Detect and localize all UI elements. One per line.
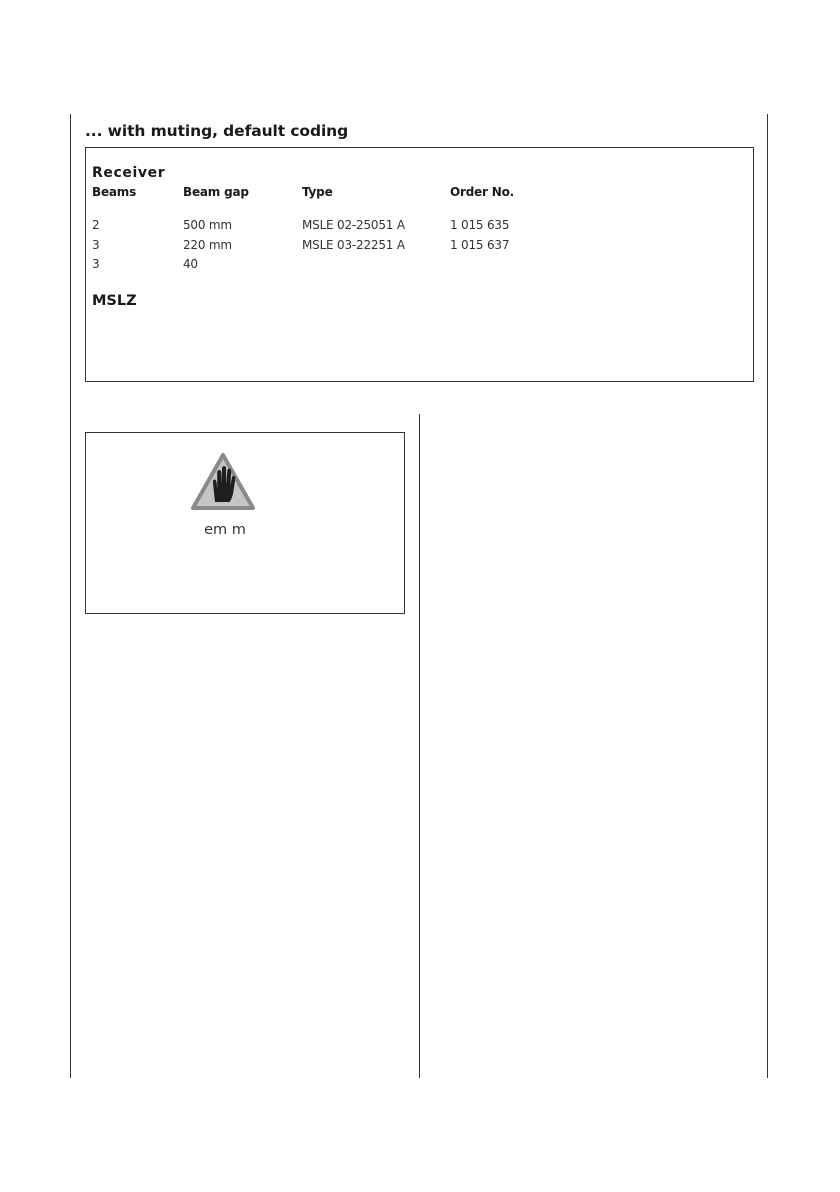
receiver-title: Receiver xyxy=(92,165,166,181)
table-cell-beams: 3 xyxy=(92,257,100,271)
mslz-subheading: MSLZ xyxy=(92,293,137,309)
column-header-order-no: Order No. xyxy=(450,185,514,199)
table-cell-order-no: 1 015 635 xyxy=(450,218,510,232)
table-cell-beam-gap: 500 mm xyxy=(183,218,232,232)
table-cell-order-no: 1 015 637 xyxy=(450,238,510,252)
warning-box xyxy=(85,432,405,614)
table-cell-type: MSLE 03-22251 A xyxy=(302,238,405,252)
receiver-order-table xyxy=(85,147,754,382)
table-cell-beam-gap: 40 xyxy=(183,257,198,271)
table-cell-beams: 3 xyxy=(92,238,100,252)
column-header-type: Type xyxy=(302,185,333,199)
table-cell-beam-gap: 220 mm xyxy=(183,238,232,252)
column-divider-rule xyxy=(419,414,420,1078)
column-header-beam-gap: Beam gap xyxy=(183,185,249,199)
column-header-beams: Beams xyxy=(92,185,137,199)
right-margin-rule xyxy=(767,114,768,1078)
table-cell-beams: 2 xyxy=(92,218,100,232)
warning-caption: em m xyxy=(204,522,246,538)
section-heading: ... with muting, default coding xyxy=(85,122,349,140)
warning-hand-icon xyxy=(191,453,255,511)
left-margin-rule xyxy=(70,114,71,1078)
table-cell-type: MSLE 02-25051 A xyxy=(302,218,405,232)
